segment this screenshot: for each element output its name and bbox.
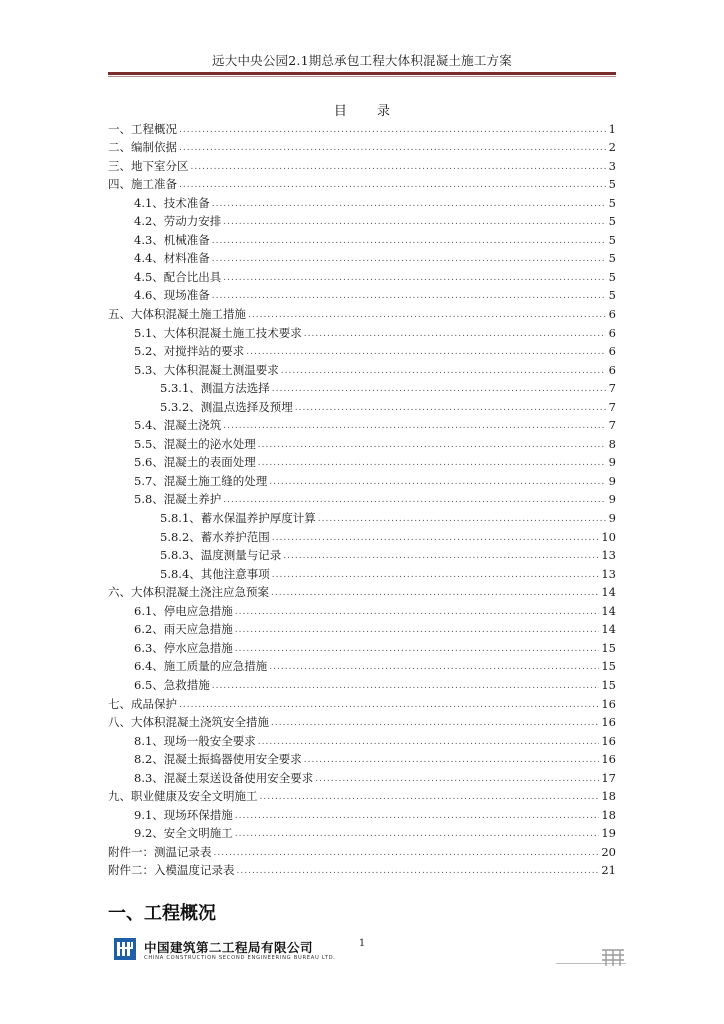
toc-entry-page: 21 [601, 863, 616, 878]
toc-entry-page: 5 [608, 177, 616, 192]
toc-entry-label: 二、编制依据 [108, 140, 177, 155]
toc-entry[interactable] [108, 581, 616, 600]
toc-entry-page: 9 [608, 492, 616, 507]
toc-entry-page: 7 [608, 399, 616, 414]
toc-entry-label: 4.2、劳动力安排 [134, 214, 222, 229]
toc-leader-dots [237, 865, 600, 877]
header-rule [108, 72, 616, 75]
toc-entry-page: 6 [608, 307, 616, 322]
toc-leader-dots [281, 365, 606, 377]
toc-entry-page: 14 [601, 603, 616, 618]
toc-entry[interactable] [108, 525, 616, 544]
toc-entry-label: 5.5、混凝土的泌水处理 [134, 436, 256, 451]
toc-entry-label: 4.5、配合比出具 [134, 269, 222, 284]
toc-entry[interactable] [108, 822, 616, 841]
toc-leader-dots [272, 532, 600, 544]
toc-entry-page: 16 [601, 733, 616, 748]
toc-entry-page: 3 [608, 158, 616, 173]
toc-entry[interactable] [108, 414, 616, 433]
toc-leader-dots [258, 457, 606, 469]
toc-leader-dots [223, 272, 606, 284]
toc-leader-dots [271, 587, 599, 599]
toc-leader-dots [212, 680, 600, 692]
toc-leader-dots [272, 569, 600, 581]
toc-entry-page: 19 [601, 826, 616, 841]
toc-leader-dots [179, 142, 606, 154]
toc-entry-page: 2 [608, 140, 616, 155]
toc-entry[interactable] [108, 748, 616, 767]
toc-entry-page: 16 [601, 696, 616, 711]
toc-entry-page: 6 [608, 344, 616, 359]
toc-entry-page: 5 [608, 214, 616, 229]
toc-entry[interactable] [108, 544, 616, 563]
toc-entry[interactable] [108, 506, 616, 525]
toc-entry-label: 四、施工准备 [108, 177, 177, 192]
cscec-logo-icon [114, 938, 136, 960]
toc-entry[interactable] [108, 302, 616, 321]
toc-entry-page: 6 [608, 362, 616, 377]
toc-entry[interactable] [108, 117, 616, 136]
toc-entry-label: 4.1、技术准备 [134, 195, 210, 210]
toc-leader-dots [248, 309, 606, 321]
toc-entry-label: 5.8.1、蓄水保温养护厚度计算 [160, 511, 316, 526]
header-rule-thin [108, 76, 616, 77]
toc-entry[interactable] [108, 711, 616, 730]
toc-leader-dots [258, 736, 600, 748]
toc-entry-label: 8.2、混凝土振捣器使用安全要求 [134, 752, 302, 767]
toc-entry[interactable] [108, 729, 616, 748]
toc-entry-label: 附件二：入模温度记录表 [108, 863, 235, 878]
toc-leader-dots [295, 402, 606, 414]
toc-entry-label: 5.8.3、温度测量与记录 [160, 548, 282, 563]
toc-leader-dots [246, 346, 606, 358]
toc-entry-page: 7 [608, 418, 616, 433]
toc-entry[interactable] [108, 173, 616, 192]
toc-entry[interactable] [108, 766, 616, 785]
toc-entry-label: 5.7、混凝土施工缝的处理 [134, 473, 268, 488]
toc-leader-dots [214, 847, 600, 859]
toc-entry-label: 5.6、混凝土的表面处理 [134, 455, 256, 470]
toc-entry[interactable] [108, 673, 616, 692]
toc-entry-label: 八、大体积混凝土浇筑安全措施 [108, 715, 269, 730]
toc-entry-page: 15 [601, 640, 616, 655]
toc-entry[interactable] [108, 562, 616, 581]
toc-entry[interactable] [108, 191, 616, 210]
toc-entry-page: 16 [601, 752, 616, 767]
toc-leader-dots [271, 717, 599, 729]
toc-entry[interactable] [108, 785, 616, 804]
toc-entry-label: 附件一：测温记录表 [108, 844, 212, 859]
toc-entry-label: 5.2、对搅拌站的要求 [134, 344, 245, 359]
toc-entry-label: 9.2、安全文明施工 [134, 826, 233, 841]
toc-entry[interactable] [108, 265, 616, 284]
toc-entry-page: 14 [601, 585, 616, 600]
toc-entry-page: 7 [608, 381, 616, 396]
toc-entry[interactable] [108, 636, 616, 655]
toc-heading: 目 录 [333, 104, 391, 119]
toc-entry-label: 6.1、停电应急措施 [134, 603, 233, 618]
toc-leader-dots [258, 439, 606, 451]
toc-leader-dots [304, 754, 600, 766]
page-header-title: 远大中央公园2.1期总承包工程大体积混凝土施工方案 [212, 53, 512, 68]
toc-leader-dots [318, 513, 606, 525]
toc-entry-label: 4.6、现场准备 [134, 288, 210, 303]
toc-entry[interactable] [108, 284, 616, 303]
toc-entry-label: 5.3、大体积混凝土测温要求 [134, 362, 279, 377]
toc-entry[interactable] [108, 247, 616, 266]
toc-entry[interactable] [108, 136, 616, 155]
toc-entry-label: 5.8、混凝土养护 [134, 492, 222, 507]
toc-entry-label: 5.8.4、其他注意事项 [160, 566, 270, 581]
toc-entry-page: 16 [601, 715, 616, 730]
toc-leader-dots [260, 791, 600, 803]
toc-entry-page: 5 [608, 269, 616, 284]
toc-entry-label: 九、职业健康及安全文明施工 [108, 789, 258, 804]
toc-entry-label: 6.3、停水应急措施 [134, 640, 233, 655]
toc-entry-label: 5.8.2、蓄水养护范围 [160, 529, 270, 544]
toc-entry-label: 5.4、混凝土浇筑 [134, 418, 222, 433]
toc-entry-page: 20 [601, 844, 616, 859]
toc-entry-page: 18 [601, 807, 616, 822]
toc-entry[interactable] [108, 451, 616, 470]
toc-leader-dots [235, 643, 600, 655]
table-of-contents [108, 117, 616, 877]
toc-leader-dots [304, 328, 606, 340]
toc-entry[interactable] [108, 803, 616, 822]
toc-entry-label: 一、工程概况 [108, 121, 177, 136]
toc-leader-dots [269, 661, 599, 673]
toc-leader-dots [223, 420, 606, 432]
toc-entry-page: 15 [601, 659, 616, 674]
toc-entry-page: 1 [608, 121, 616, 136]
toc-leader-dots [179, 179, 606, 191]
toc-entry-page: 5 [608, 288, 616, 303]
toc-entry[interactable] [108, 618, 616, 637]
toc-leader-dots [212, 290, 606, 302]
toc-entry[interactable] [108, 655, 616, 674]
toc-entry-label: 4.4、材料准备 [134, 251, 210, 266]
toc-leader-dots [269, 476, 606, 488]
toc-entry[interactable] [108, 377, 616, 396]
toc-entry-page: 5 [608, 232, 616, 247]
toc-entry-label: 8.1、现场一般安全要求 [134, 733, 256, 748]
toc-leader-dots [235, 624, 600, 636]
toc-entry[interactable] [108, 358, 616, 377]
toc-entry[interactable] [108, 692, 616, 711]
toc-entry-label: 6.4、施工质量的应急措施 [134, 659, 268, 674]
page-number: 1 [358, 938, 366, 949]
toc-entry-label: 6.2、雨天应急措施 [134, 622, 233, 637]
footer-company-name: 中国建筑第二工程局有限公司 [144, 940, 314, 955]
toc-leader-dots [235, 810, 600, 822]
toc-entry-page: 15 [601, 677, 616, 692]
toc-entry-page: 13 [601, 566, 616, 581]
toc-entry-page: 9 [608, 473, 616, 488]
toc-entry[interactable] [108, 432, 616, 451]
toc-entry-page: 5 [608, 251, 616, 266]
toc-entry-label: 三、地下室分区 [108, 158, 189, 173]
toc-leader-dots [283, 550, 599, 562]
building-mark-icon [600, 946, 626, 968]
toc-entry[interactable] [108, 210, 616, 229]
toc-entry-label: 六、大体积混凝土浇注应急预案 [108, 585, 269, 600]
toc-entry-label: 8.3、混凝土泵送设备使用安全要求 [134, 770, 314, 785]
toc-entry-label: 9.1、现场环保措施 [134, 807, 233, 822]
toc-entry-label: 6.5、急救措施 [134, 677, 210, 692]
toc-entry[interactable] [108, 340, 616, 359]
toc-entry[interactable] [108, 321, 616, 340]
toc-entry[interactable] [108, 395, 616, 414]
toc-entry[interactable] [108, 154, 616, 173]
toc-entry-label: 五、大体积混凝土施工措施 [108, 307, 246, 322]
toc-leader-dots [223, 216, 606, 228]
toc-entry[interactable] [108, 469, 616, 488]
toc-leader-dots [179, 699, 599, 711]
toc-leader-dots [212, 235, 606, 247]
toc-entry-page: 18 [601, 789, 616, 804]
toc-entry-page: 9 [608, 455, 616, 470]
toc-entry-label: 七、成品保护 [108, 696, 177, 711]
toc-entry-label: 5.1、大体积混凝土施工技术要求 [134, 325, 302, 340]
toc-entry[interactable] [108, 228, 616, 247]
toc-leader-dots [212, 198, 606, 210]
toc-leader-dots [223, 494, 606, 506]
toc-leader-dots [191, 161, 607, 173]
section-heading: 一、工程概况 [108, 903, 216, 924]
toc-entry[interactable] [108, 840, 616, 859]
toc-entry[interactable] [108, 488, 616, 507]
toc-entry-page: 6 [608, 325, 616, 340]
footer-company-english: CHINA CONSTRUCTION SECOND ENGINEERING BUREAU LTD. [144, 955, 336, 961]
toc-entry-page: 13 [601, 548, 616, 563]
toc-entry-page: 5 [608, 195, 616, 210]
toc-entry-page: 10 [601, 529, 616, 544]
toc-entry-label: 4.3、机械准备 [134, 232, 210, 247]
toc-leader-dots [212, 253, 606, 265]
toc-leader-dots [235, 828, 600, 840]
toc-entry-label: 5.3.2、测温点选择及预埋 [160, 399, 293, 414]
toc-entry-label: 5.3.1、测温方法选择 [160, 381, 270, 396]
toc-entry-page: 14 [601, 622, 616, 637]
toc-leader-dots [272, 383, 606, 395]
toc-leader-dots [179, 124, 606, 136]
toc-leader-dots [315, 773, 599, 785]
toc-leader-dots [235, 606, 600, 618]
toc-entry[interactable] [108, 599, 616, 618]
toc-entry-page: 8 [608, 436, 616, 451]
toc-entry[interactable] [108, 859, 616, 878]
toc-entry-page: 9 [608, 511, 616, 526]
toc-entry-page: 17 [601, 770, 616, 785]
